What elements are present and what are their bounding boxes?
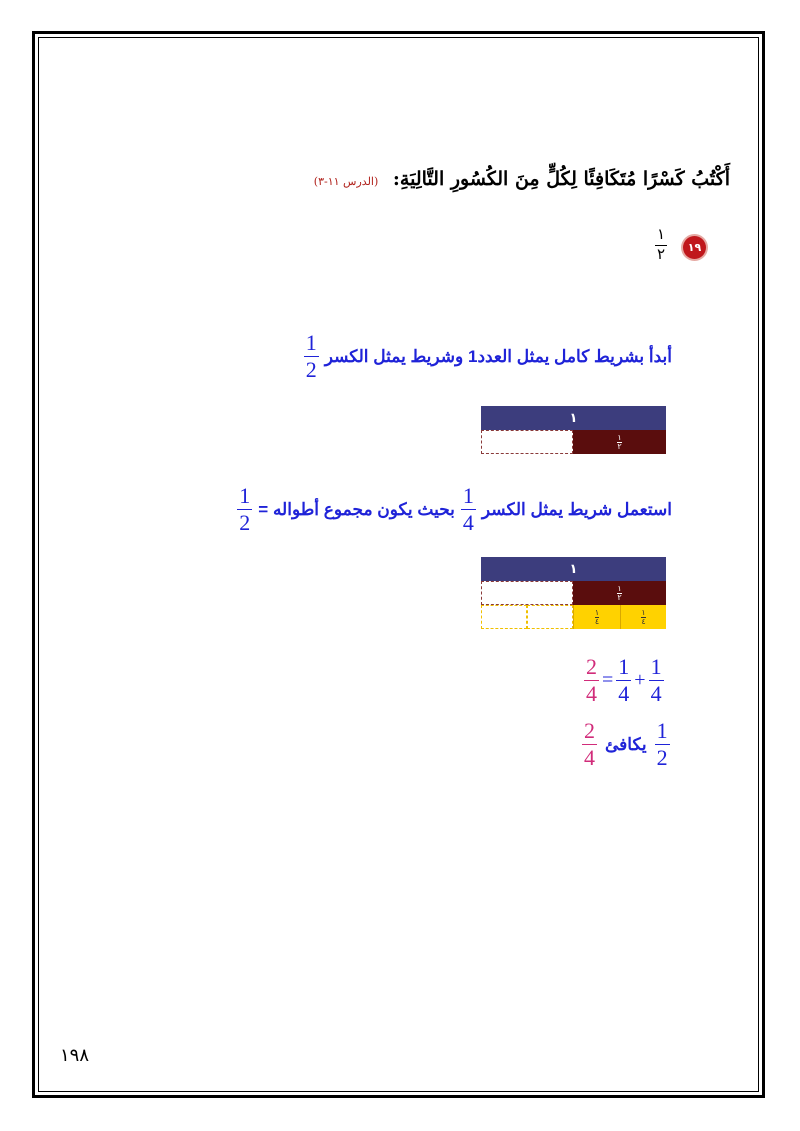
half-cell-den: ٢ [617,592,622,602]
step2-fraction-quarter [461,485,476,534]
plus-sign: + [634,669,646,691]
equals-sign: = [602,669,614,691]
empty-half-cell [481,430,573,454]
fraction-bar-diagram-1 [481,406,666,454]
quarter-cell-num: ١ [641,607,646,617]
question-fraction [650,228,672,263]
question-numerator: ١ [656,227,666,243]
empty-quarter-cell [481,605,527,629]
addend-b-den: 4 [650,681,662,706]
step2-fraction-half [237,485,252,534]
equivalent-right-num: 1 [656,718,668,743]
half-bar-row [481,430,666,454]
equation-result-den: 4 [586,681,597,706]
empty-half-cell [481,581,573,605]
equivalent-right-den: 2 [656,745,668,770]
equation-equivalent [582,720,670,769]
question-number-badge: ١٩ [683,236,706,259]
addend-b-num: 1 [650,654,662,679]
step2-text-a: استعمل شريط يمثل الكسر [481,499,672,519]
half-cell [573,430,666,454]
equivalent-left-den: 4 [584,745,595,770]
page-number: ١٩٨ [60,1045,90,1066]
addend-a-num: 1 [618,654,630,679]
half-cell-den: ٢ [617,441,622,451]
step2-line [237,485,672,534]
half-bar-row [481,581,666,605]
whole-bar [481,406,666,430]
step2-half-den: 2 [239,510,251,535]
half-cell-num: ١ [617,583,622,593]
lesson-reference: (الدرس ١١-٣) [313,175,379,188]
equation-addend-a [616,656,631,705]
step1-text: أبدأ بشريط كامل يمثل العدد1 وشريط يمثل الكسر [324,346,672,366]
quarter-cell-den: ٤ [641,616,646,626]
equation-addend-b [649,656,664,705]
addend-a-den: 4 [618,681,630,706]
quarter-cell-num: ١ [594,607,600,617]
equation-result-num: 2 [586,654,597,679]
step1-fraction-num: 1 [305,330,317,355]
equivalent-fraction-right [655,720,670,769]
equation-result-fraction [584,656,599,705]
step2-quarter-den: 4 [462,510,474,535]
step1-fraction [304,332,319,381]
whole-bar-label: ١ [569,561,578,577]
quarter-bar-row [481,605,666,629]
equivalent-fraction-left [582,720,597,769]
step2-half-num: 1 [239,483,251,508]
whole-bar-label: ١ [569,410,578,426]
half-cell [573,581,666,605]
step2-text-b: بحيث يكون مجموع أطواله = [258,499,455,519]
exercise-heading [314,168,730,190]
quarter-cell-den: ٤ [594,616,600,626]
quarter-cell [573,605,620,629]
equivalent-label: يكافئ [605,734,647,754]
empty-quarter-cell [527,605,573,629]
whole-bar [481,557,666,581]
step1-fraction-den: 2 [305,357,317,382]
equation-sum [584,656,664,705]
half-cell-num: ١ [617,432,622,442]
fraction-bar-diagram-2 [481,557,666,629]
step1-line [304,332,672,381]
quarter-cell [620,605,666,629]
step2-quarter-num: 1 [462,483,474,508]
heading-instruction: أَكْتُبُ كَسْرًا مُتَكَافِئًا لِكُلٍّ مِنَ الكُسُورِ التَّالِيَةِ: [392,168,730,190]
equivalent-left-num: 2 [584,718,595,743]
question-denominator: ٢ [656,247,666,263]
